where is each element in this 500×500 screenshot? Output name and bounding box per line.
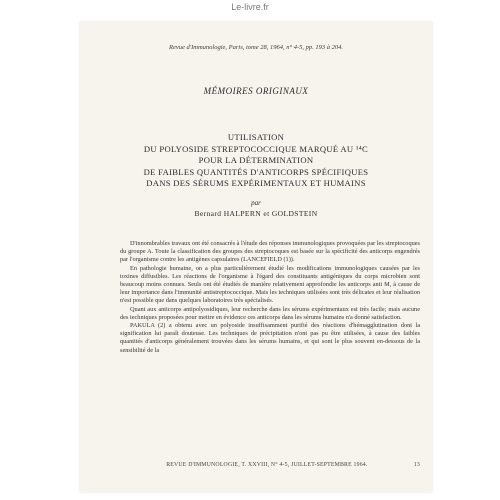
title-line: DE FAIBLES QUANTITÉS D'ANTICORPS SPÉCIFIQUES [143, 166, 369, 177]
page-footer [120, 462, 420, 468]
running-head: Revue d'Immunologie, Paris, tome 28, 1964, n° 4-5, pp. 193 à 204. [168, 44, 344, 51]
paragraph: Quant aux anticorps antipolyosidiques, leur recherche dans les sérums expérimentaux est très facile; mais aucune des techniques proposées pour mettre en évidence ces anticorps dans les sérums humains n'a donné satisfaction. [120, 305, 420, 321]
byline-par: par [251, 199, 261, 207]
article-body [120, 240, 420, 355]
watermark: Le-livre.fr [231, 2, 269, 12]
title-line: POUR LA DÉTERMINATION [198, 155, 314, 165]
paragraph: En pathologie humaine, on a plus particulièrement étudié les modifications immunologiques causées par les toxines diffusibles. Les réactions de l'organisme à l'égard des constituants antigéniques du corps microbien sont beaucoup moins connues. Seuls ont été étudiés de manière relativement approfondie les anticorps anti M, à cause de leur importance dans l'immunité antistreptococcique. Mais les techniques utilisées sont très délicates et leur réalisation n'est possible que dans quelques laboratoires très spécialisés. [120, 264, 420, 305]
title-line: DU POLYOSIDE STREPTOCOCCIQUE MARQUÉ AU ¹⁴C [143, 143, 369, 154]
authors: Bernard HALPERN et GOLDSTEIN [194, 209, 318, 218]
section-title: MÉMOIRES ORIGINAUX [203, 86, 309, 96]
article-title [90, 132, 422, 190]
footer-journal: REVUE D'IMMUNOLOGIE, T. XXVIII, N° 4-5, JUILLET-SEPTEMBRE 1964. [166, 462, 368, 468]
paragraph: PAKULA (2) a obtenu avec un polyoside insuffisamment purifié des réactions d'hémagglutination dont la signification lui paraît douteuse. Les techniques de précipitation n'ont pas pu être utilisées, à cause des faibles quantités d'anticorps généralement trouvées dans les sérums humains, et qui sont le plus souvent en-dessous de la sensibilité de la [120, 322, 420, 354]
page-number: 13 [413, 462, 420, 468]
title-line: DANS DES SÉRUMS EXPÉRIMENTAUX ET HUMAINS [146, 178, 366, 188]
document-page [80, 22, 432, 492]
paragraph: D'innombrables travaux ont été consacrés à l'étude des réponses immunologiques provoquées par les streptocoques du groupe A. Toute la classification des groupes des streptocoques est basée sur la spécificité des anticorps engendrés par l'organisme contre les antigènes capsulaires (LANCEFIELD (1)). [120, 240, 420, 264]
title-line: UTILISATION [227, 132, 285, 142]
